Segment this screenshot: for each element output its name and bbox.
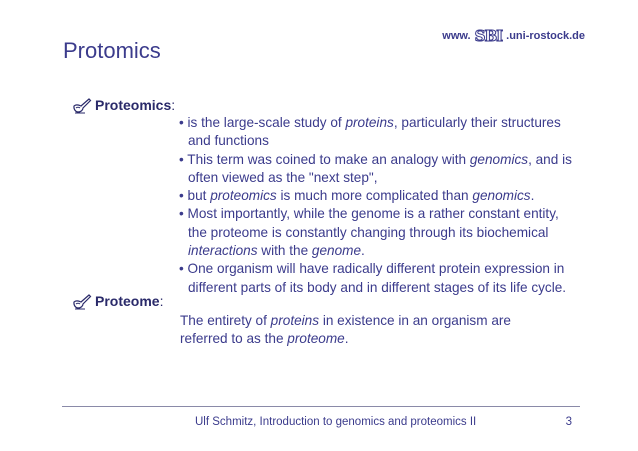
bullet-item: • but proteomics is much more complicated than genomics.	[179, 188, 535, 204]
url-suffix: .uni-rostock.de	[506, 30, 585, 42]
term-proteomics: Proteomics	[95, 97, 172, 113]
term-proteome: Proteome	[95, 293, 160, 309]
page-number: 3	[565, 416, 572, 428]
emphasis: proteome	[287, 331, 345, 347]
writing-hand-icon	[72, 292, 92, 310]
url-prefix: www.	[442, 30, 471, 42]
colon: :	[171, 97, 176, 113]
bullet-item: • is the large-scale study of proteins, particularly their structures and functions	[179, 115, 561, 149]
proteome-definition: The entirety of proteins in existence in an organism are referred to as the proteome.	[180, 313, 511, 347]
footer-divider	[62, 406, 580, 407]
emphasis: proteomics	[210, 188, 277, 204]
footer-text: Ulf Schmitz, Introduction to genomics and proteomics II	[195, 416, 477, 428]
page-title: Protomics	[63, 38, 161, 63]
proteomics-bullets	[179, 114, 579, 297]
section-proteomics	[72, 96, 175, 114]
colon: :	[159, 293, 164, 309]
emphasis: proteins	[270, 313, 320, 328]
header-url	[442, 29, 585, 43]
emphasis: genomics	[469, 151, 529, 167]
emphasis: genome	[311, 243, 362, 259]
sbi-logo: SBI	[474, 27, 503, 45]
writing-hand-icon	[72, 96, 92, 114]
bullet-item: • This term was coined to make an analogy with genomics, and is often viewed as the "next step",	[179, 151, 572, 185]
bullet-item: • One organism will have radically different protein expression in different parts of its body and in different stages of its life cycle.	[179, 261, 567, 295]
bullet-item: • Most importantly, while the genome is a rather constant entity, the proteome is constantly changing through its biochemical interactions with the genome.	[179, 206, 559, 259]
emphasis: genomics	[472, 188, 531, 204]
section-proteome	[72, 292, 163, 310]
emphasis: interactions	[188, 243, 258, 259]
emphasis: proteins	[345, 115, 394, 130]
